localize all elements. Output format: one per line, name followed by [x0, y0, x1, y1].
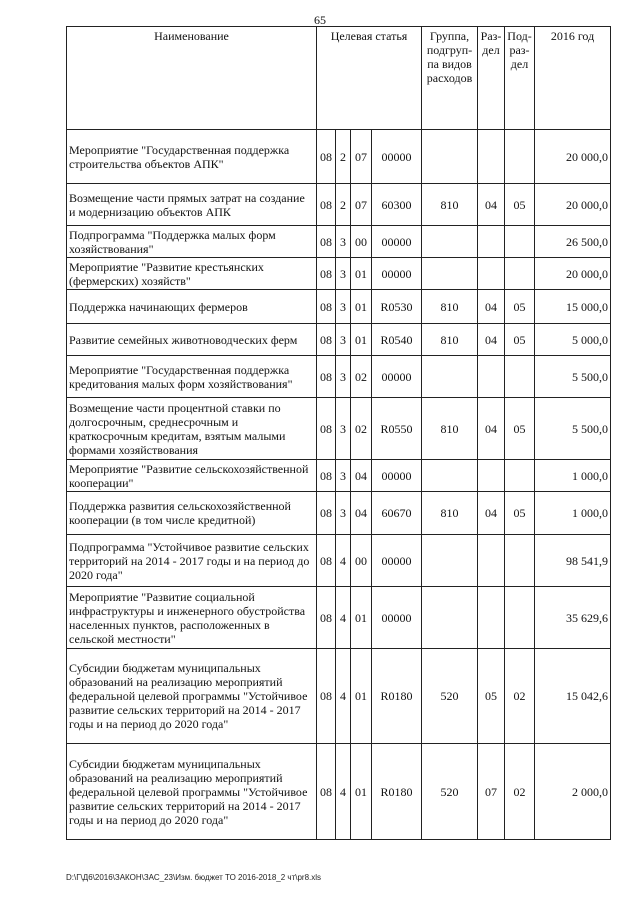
- section-code: 07: [478, 744, 505, 840]
- table-row: [67, 535, 611, 587]
- target-subprogram: 3: [336, 290, 351, 324]
- amount-2016: 5 500,0: [535, 398, 611, 460]
- target-program: 08: [317, 324, 336, 356]
- expense-group: 810: [422, 184, 478, 226]
- subsection-code: [505, 535, 535, 587]
- expense-group: 810: [422, 324, 478, 356]
- amount-2016: 2 000,0: [535, 744, 611, 840]
- row-name: Мероприятие "Развитие сельскохозяйственной кооперации": [67, 460, 317, 492]
- table-row: [67, 226, 611, 258]
- target-measure: 02: [351, 356, 372, 398]
- amount-2016: 35 629,6: [535, 587, 611, 649]
- target-program: 08: [317, 184, 336, 226]
- target-program: 08: [317, 649, 336, 744]
- target-measure: 01: [351, 649, 372, 744]
- section-code: 04: [478, 324, 505, 356]
- target-code: 00000: [372, 587, 422, 649]
- table-row: [67, 356, 611, 398]
- row-name: Возмещение части прямых затрат на создание и модернизацию объектов АПК: [67, 184, 317, 226]
- subsection-code: [505, 587, 535, 649]
- target-subprogram: 3: [336, 460, 351, 492]
- subsection-code: 05: [505, 184, 535, 226]
- header-name: Наименование: [67, 27, 317, 130]
- subsection-code: [505, 258, 535, 290]
- section-code: 04: [478, 290, 505, 324]
- expense-group: [422, 226, 478, 258]
- table-row: [67, 130, 611, 184]
- row-name: Субсидии бюджетам муниципальных образований на реализацию мероприятий федеральной целевой программы "Устойчивое развитие сельских территорий на 2014 - 2017 годы и на период до 2020 года": [67, 649, 317, 744]
- target-subprogram: 3: [336, 258, 351, 290]
- row-name: Субсидии бюджетам муниципальных образований на реализацию мероприятий федеральной целевой программы "Устойчивое развитие сельских территорий на 2014 - 2017 годы и на период до 2020 года": [67, 744, 317, 840]
- target-code: R0550: [372, 398, 422, 460]
- amount-2016: 1 000,0: [535, 492, 611, 535]
- amount-2016: 15 000,0: [535, 290, 611, 324]
- target-code: R0530: [372, 290, 422, 324]
- amount-2016: 5 000,0: [535, 324, 611, 356]
- section-code: [478, 356, 505, 398]
- subsection-code: 02: [505, 649, 535, 744]
- section-code: [478, 535, 505, 587]
- expense-group: [422, 258, 478, 290]
- target-subprogram: 2: [336, 184, 351, 226]
- subsection-code: [505, 226, 535, 258]
- header-section: Раз-дел: [478, 27, 505, 130]
- table-row: [67, 324, 611, 356]
- amount-2016: 20 000,0: [535, 130, 611, 184]
- target-subprogram: 3: [336, 226, 351, 258]
- amount-2016: 5 500,0: [535, 356, 611, 398]
- section-code: [478, 460, 505, 492]
- header-subsection: Под-раз-дел: [505, 27, 535, 130]
- target-program: 08: [317, 290, 336, 324]
- table-row: [67, 744, 611, 840]
- target-code: 60300: [372, 184, 422, 226]
- target-code: R0180: [372, 744, 422, 840]
- expense-group: 810: [422, 492, 478, 535]
- expense-group: [422, 587, 478, 649]
- target-program: 08: [317, 492, 336, 535]
- amount-2016: 1 000,0: [535, 460, 611, 492]
- target-measure: 01: [351, 744, 372, 840]
- subsection-code: 02: [505, 744, 535, 840]
- target-code: 00000: [372, 130, 422, 184]
- target-program: 08: [317, 226, 336, 258]
- table-row: [67, 649, 611, 744]
- target-measure: 02: [351, 398, 372, 460]
- target-subprogram: 4: [336, 587, 351, 649]
- target-measure: 01: [351, 587, 372, 649]
- target-code: R0180: [372, 649, 422, 744]
- subsection-code: [505, 356, 535, 398]
- target-measure: 04: [351, 492, 372, 535]
- amount-2016: 15 042,6: [535, 649, 611, 744]
- target-subprogram: 4: [336, 744, 351, 840]
- row-name: Возмещение части процентной ставки по долгосрочным, среднесрочным и краткосрочным кредитам, взятым малыми формами хозяйствования: [67, 398, 317, 460]
- target-subprogram: 3: [336, 324, 351, 356]
- table-row: [67, 258, 611, 290]
- target-subprogram: 3: [336, 492, 351, 535]
- target-program: 08: [317, 744, 336, 840]
- target-program: 08: [317, 258, 336, 290]
- target-code: 00000: [372, 356, 422, 398]
- target-program: 08: [317, 130, 336, 184]
- table-row: [67, 492, 611, 535]
- subsection-code: 05: [505, 290, 535, 324]
- table-header-row: [67, 27, 611, 130]
- section-code: [478, 130, 505, 184]
- target-subprogram: 3: [336, 356, 351, 398]
- row-name: Поддержка начинающих фермеров: [67, 290, 317, 324]
- target-measure: 00: [351, 226, 372, 258]
- section-code: 05: [478, 649, 505, 744]
- target-code: 60670: [372, 492, 422, 535]
- section-code: 04: [478, 492, 505, 535]
- expense-group: 520: [422, 649, 478, 744]
- subsection-code: 05: [505, 492, 535, 535]
- target-program: 08: [317, 460, 336, 492]
- row-name: Мероприятие "Развитие крестьянских (фермерских) хозяйств": [67, 258, 317, 290]
- row-name: Мероприятие "Государственная поддержка кредитования малых форм хозяйствования": [67, 356, 317, 398]
- target-code: 00000: [372, 460, 422, 492]
- expense-group: [422, 460, 478, 492]
- section-code: [478, 226, 505, 258]
- section-code: [478, 258, 505, 290]
- expense-group: [422, 356, 478, 398]
- section-code: [478, 587, 505, 649]
- amount-2016: 98 541,9: [535, 535, 611, 587]
- target-measure: 07: [351, 130, 372, 184]
- header-expense-group: Группа, подгруп-па видов расходов: [422, 27, 478, 130]
- target-measure: 01: [351, 290, 372, 324]
- header-target-article: Целевая статья: [317, 27, 422, 130]
- table-row: [67, 290, 611, 324]
- table-row: [67, 587, 611, 649]
- subsection-code: [505, 460, 535, 492]
- expense-group: [422, 130, 478, 184]
- target-measure: 01: [351, 324, 372, 356]
- target-code: 00000: [372, 535, 422, 587]
- page-number: 65: [314, 13, 326, 27]
- target-program: 08: [317, 398, 336, 460]
- target-measure: 07: [351, 184, 372, 226]
- budget-table: [66, 26, 611, 840]
- row-name: Подпрограмма "Поддержка малых форм хозяйствования": [67, 226, 317, 258]
- target-program: 08: [317, 587, 336, 649]
- target-code: R0540: [372, 324, 422, 356]
- row-name: Поддержка развития сельскохозяйственной кооперации (в том числе кредитной): [67, 492, 317, 535]
- subsection-code: [505, 130, 535, 184]
- amount-2016: 20 000,0: [535, 184, 611, 226]
- target-code: 00000: [372, 258, 422, 290]
- expense-group: 520: [422, 744, 478, 840]
- row-name: Развитие семейных животноводческих ферм: [67, 324, 317, 356]
- target-measure: 04: [351, 460, 372, 492]
- target-measure: 01: [351, 258, 372, 290]
- expense-group: [422, 535, 478, 587]
- section-code: 04: [478, 398, 505, 460]
- target-program: 08: [317, 535, 336, 587]
- table-row: [67, 184, 611, 226]
- amount-2016: 20 000,0: [535, 258, 611, 290]
- target-program: 08: [317, 356, 336, 398]
- table-row: [67, 460, 611, 492]
- expense-group: 810: [422, 398, 478, 460]
- target-code: 00000: [372, 226, 422, 258]
- section-code: 04: [478, 184, 505, 226]
- subsection-code: 05: [505, 398, 535, 460]
- file-path-footer: D:\Г\Д6\2016\ЗАКОН\ЗАС_23\Изм. бюджет ТО 2016-2018_2 чт\pr8.xls: [66, 873, 322, 882]
- expense-group: 810: [422, 290, 478, 324]
- row-name: Мероприятие "Государственная поддержка строительства объектов АПК": [67, 130, 317, 184]
- target-subprogram: 3: [336, 398, 351, 460]
- table-row: [67, 398, 611, 460]
- header-year-2016: 2016 год: [535, 27, 611, 130]
- target-subprogram: 4: [336, 535, 351, 587]
- subsection-code: 05: [505, 324, 535, 356]
- target-subprogram: 4: [336, 649, 351, 744]
- row-name: Мероприятие "Развитие социальной инфраструктуры и инженерного обустройства населенных пунктов, расположенных в сельской местности": [67, 587, 317, 649]
- row-name: Подпрограмма "Устойчивое развитие сельских территорий на 2014 - 2017 годы и на период до 2020 года": [67, 535, 317, 587]
- target-subprogram: 2: [336, 130, 351, 184]
- amount-2016: 26 500,0: [535, 226, 611, 258]
- target-measure: 00: [351, 535, 372, 587]
